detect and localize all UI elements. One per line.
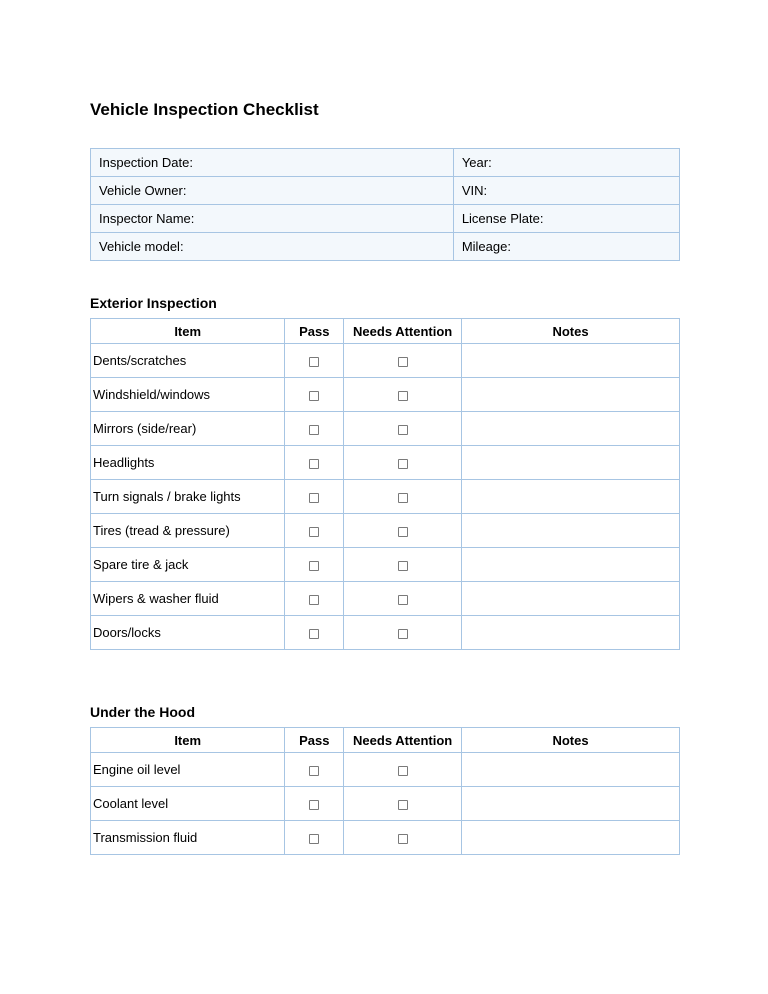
info-field-label: Vehicle model: bbox=[99, 239, 184, 254]
col-header-needs-attention: Needs Attention bbox=[344, 319, 462, 344]
pass-checkbox[interactable] bbox=[309, 493, 319, 503]
item-cell bbox=[91, 344, 285, 378]
checklist-row bbox=[91, 480, 680, 514]
pass-checkbox[interactable] bbox=[309, 527, 319, 537]
checklist-row bbox=[91, 514, 680, 548]
info-field-left[interactable] bbox=[91, 205, 454, 233]
needs-attention-cell bbox=[344, 514, 462, 548]
pass-cell bbox=[285, 412, 344, 446]
checklist-row bbox=[91, 787, 680, 821]
pass-cell bbox=[285, 548, 344, 582]
info-field-left[interactable] bbox=[91, 177, 454, 205]
pass-checkbox[interactable] bbox=[309, 425, 319, 435]
item-cell bbox=[91, 446, 285, 480]
info-row bbox=[91, 177, 680, 205]
checklist-row bbox=[91, 616, 680, 650]
needs-attention-checkbox[interactable] bbox=[398, 527, 408, 537]
notes-cell[interactable] bbox=[462, 514, 680, 548]
pass-checkbox[interactable] bbox=[309, 561, 319, 571]
info-field-label: Vehicle Owner: bbox=[99, 183, 187, 198]
needs-attention-cell bbox=[344, 787, 462, 821]
notes-cell[interactable] bbox=[462, 787, 680, 821]
notes-cell[interactable] bbox=[462, 821, 680, 855]
info-field-right[interactable] bbox=[453, 149, 679, 177]
pass-cell bbox=[285, 616, 344, 650]
needs-attention-cell bbox=[344, 480, 462, 514]
needs-attention-cell bbox=[344, 753, 462, 787]
item-label: Mirrors (side/rear) bbox=[93, 421, 197, 436]
pass-checkbox[interactable] bbox=[309, 459, 319, 469]
checklist-header-row bbox=[91, 319, 680, 344]
pass-checkbox[interactable] bbox=[309, 834, 319, 844]
section-heading: Under the Hood bbox=[90, 704, 195, 720]
needs-attention-checkbox[interactable] bbox=[398, 459, 408, 469]
item-label: Headlights bbox=[93, 455, 155, 470]
col-header-item: Item bbox=[91, 319, 285, 344]
info-field-label: VIN: bbox=[461, 183, 488, 198]
item-cell bbox=[91, 548, 285, 582]
item-cell bbox=[91, 753, 285, 787]
needs-attention-checkbox[interactable] bbox=[398, 800, 408, 810]
notes-cell[interactable] bbox=[462, 480, 680, 514]
col-header-pass: Pass bbox=[285, 319, 344, 344]
needs-attention-checkbox[interactable] bbox=[398, 561, 408, 571]
item-label: Coolant level bbox=[93, 796, 169, 811]
item-label: Turn signals / brake lights bbox=[93, 489, 241, 504]
item-label: Spare tire & jack bbox=[93, 557, 189, 572]
info-field-label: Inspector Name: bbox=[99, 211, 195, 226]
notes-cell[interactable] bbox=[462, 378, 680, 412]
col-header-pass: Pass bbox=[285, 728, 344, 753]
info-field-right[interactable] bbox=[453, 205, 679, 233]
col-header-needs-attention: Needs Attention bbox=[344, 728, 462, 753]
item-cell bbox=[91, 480, 285, 514]
checklist-row bbox=[91, 446, 680, 480]
pass-cell bbox=[285, 446, 344, 480]
info-field-left[interactable] bbox=[91, 149, 454, 177]
item-label: Dents/scratches bbox=[93, 353, 187, 368]
notes-cell[interactable] bbox=[462, 344, 680, 378]
info-field-label: License Plate: bbox=[461, 211, 544, 226]
section-heading: Exterior Inspection bbox=[90, 295, 217, 311]
info-row bbox=[91, 149, 680, 177]
col-header-item: Item bbox=[91, 728, 285, 753]
needs-attention-cell bbox=[344, 378, 462, 412]
checklist-header-row bbox=[91, 728, 680, 753]
item-cell bbox=[91, 821, 285, 855]
checklist-row bbox=[91, 753, 680, 787]
item-label: Tires (tread & pressure) bbox=[93, 523, 230, 538]
needs-attention-cell bbox=[344, 344, 462, 378]
checklist-row bbox=[91, 344, 680, 378]
needs-attention-cell bbox=[344, 548, 462, 582]
needs-attention-cell bbox=[344, 616, 462, 650]
pass-checkbox[interactable] bbox=[309, 800, 319, 810]
needs-attention-checkbox[interactable] bbox=[398, 834, 408, 844]
checklist-table bbox=[90, 727, 680, 855]
info-field-right[interactable] bbox=[453, 233, 679, 261]
pass-checkbox[interactable] bbox=[309, 391, 319, 401]
info-field-label: Inspection Date: bbox=[99, 155, 193, 170]
pass-checkbox[interactable] bbox=[309, 595, 319, 605]
pass-cell bbox=[285, 821, 344, 855]
notes-cell[interactable] bbox=[462, 582, 680, 616]
checklist-table bbox=[90, 318, 680, 650]
checklist-row bbox=[91, 582, 680, 616]
vehicle-info-table bbox=[90, 148, 680, 261]
needs-attention-checkbox[interactable] bbox=[398, 425, 408, 435]
pass-cell bbox=[285, 582, 344, 616]
notes-cell[interactable] bbox=[462, 412, 680, 446]
needs-attention-checkbox[interactable] bbox=[398, 766, 408, 776]
item-cell bbox=[91, 787, 285, 821]
col-header-notes: Notes bbox=[462, 728, 680, 753]
item-cell bbox=[91, 378, 285, 412]
notes-cell[interactable] bbox=[462, 753, 680, 787]
needs-attention-checkbox[interactable] bbox=[398, 629, 408, 639]
pass-checkbox[interactable] bbox=[309, 766, 319, 776]
needs-attention-checkbox[interactable] bbox=[398, 595, 408, 605]
needs-attention-checkbox[interactable] bbox=[398, 357, 408, 367]
checklist-section bbox=[90, 295, 680, 650]
notes-cell[interactable] bbox=[462, 446, 680, 480]
needs-attention-cell bbox=[344, 412, 462, 446]
needs-attention-cell bbox=[344, 582, 462, 616]
info-field-left[interactable] bbox=[91, 233, 454, 261]
checklist-table-body bbox=[91, 753, 680, 855]
pass-cell bbox=[285, 787, 344, 821]
item-cell bbox=[91, 616, 285, 650]
item-label: Windshield/windows bbox=[93, 387, 211, 402]
info-row bbox=[91, 205, 680, 233]
checklist-section bbox=[90, 704, 680, 855]
page-title: Vehicle Inspection Checklist bbox=[90, 100, 319, 119]
pass-cell bbox=[285, 753, 344, 787]
checklist-table-body bbox=[91, 344, 680, 650]
info-row bbox=[91, 233, 680, 261]
checklist-row bbox=[91, 821, 680, 855]
item-label: Transmission fluid bbox=[93, 830, 198, 845]
pass-cell bbox=[285, 378, 344, 412]
sections bbox=[90, 295, 680, 855]
item-label: Engine oil level bbox=[93, 762, 181, 777]
col-header-notes: Notes bbox=[462, 319, 680, 344]
item-cell bbox=[91, 412, 285, 446]
checklist-row bbox=[91, 548, 680, 582]
pass-checkbox[interactable] bbox=[309, 629, 319, 639]
checklist-row bbox=[91, 378, 680, 412]
notes-cell[interactable] bbox=[462, 616, 680, 650]
checklist-row bbox=[91, 412, 680, 446]
pass-cell bbox=[285, 480, 344, 514]
pass-checkbox[interactable] bbox=[309, 357, 319, 367]
item-label: Doors/locks bbox=[93, 625, 161, 640]
item-label: Wipers & washer fluid bbox=[93, 591, 219, 606]
needs-attention-checkbox[interactable] bbox=[398, 391, 408, 401]
info-field-right[interactable] bbox=[453, 177, 679, 205]
needs-attention-cell bbox=[344, 446, 462, 480]
item-cell bbox=[91, 514, 285, 548]
needs-attention-checkbox[interactable] bbox=[398, 493, 408, 503]
info-field-label: Year: bbox=[461, 155, 492, 170]
pass-cell bbox=[285, 514, 344, 548]
notes-cell[interactable] bbox=[462, 548, 680, 582]
info-table-body bbox=[91, 149, 680, 261]
item-cell bbox=[91, 582, 285, 616]
pass-cell bbox=[285, 344, 344, 378]
info-field-label: Mileage: bbox=[461, 239, 511, 254]
needs-attention-cell bbox=[344, 821, 462, 855]
